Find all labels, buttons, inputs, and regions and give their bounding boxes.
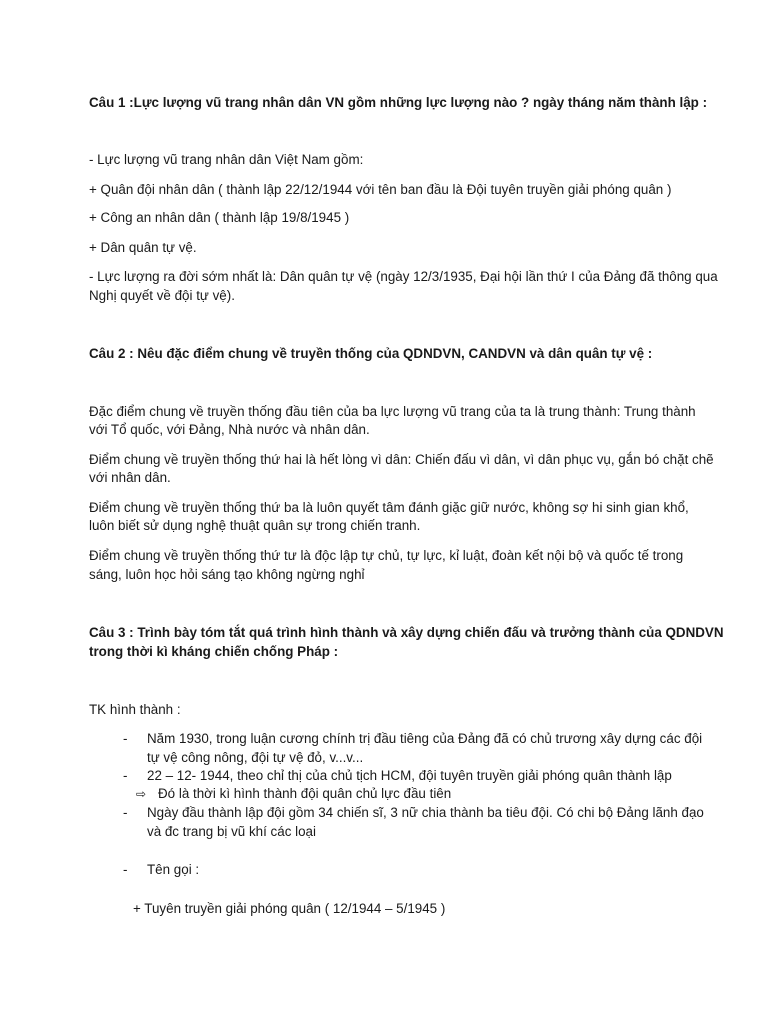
q1-line-2: + Quân đội nhân dân ( thành lập 22/12/1944 với tên ban đầu là Đội tuyên truyền giải phóng quân ): [89, 182, 672, 197]
q3-item-arrow: Đó là thời kì hình thành đội quân chủ lực đầu tiên: [158, 786, 452, 801]
q2-line-8: sáng, luôn học hỏi sáng tạo không ngừng nghỉ: [89, 567, 365, 582]
q1-line-5: - Lực lượng ra đời sớm nhất là: Dân quân tự vệ (ngày 12/3/1935, Đại hội lần thứ I của Đảng đã thông qua: [89, 269, 718, 284]
q1-heading: Câu 1 :Lực lượng vũ trang nhân dân VN gồm những lực lượng nào ? ngày tháng năm thành lập :: [89, 95, 708, 110]
q3-item-3: Ngày đầu thành lập đội gồm 34 chiến sĩ, 3 nữ chia thành ba tiêu đội. Có chi bộ Đảng lãnh đạo: [147, 805, 704, 820]
q2-line-6: luôn biết sử dụng nghệ thuật quân sự trong chiến tranh.: [89, 518, 421, 533]
q2-line-3: Điểm chung về truyền thống thứ hai là hết lòng vì dân: Chiến đấu vì dân, vì dân phục vụ, gắn bó chặt chẽ: [89, 452, 714, 467]
q1-line-3: + Công an nhân dân ( thành lập 19/8/1945 ): [89, 210, 350, 225]
q2-heading: Câu 2 : Nêu đặc điểm chung về truyền thống của QDNDVN, CANDVN và dân quân tự vệ :: [89, 346, 653, 361]
q1-line-1: - Lực lượng vũ trang nhân dân Việt Nam gồm:: [89, 152, 364, 167]
list-dash-1: -: [123, 731, 128, 746]
q3-item-1: Năm 1930, trong luận cương chính trị đầu tiêng của Đảng đã có chủ trương xây dựng các đội: [147, 731, 703, 746]
q2-line-7: Điểm chung về truyền thống thứ tư là độc lập tự chủ, tự lực, kỉ luật, đoàn kết nội bộ và quốc tế trong: [89, 548, 684, 563]
q3-heading-line-1: Câu 3 : Trình bày tóm tắt quá trình hình thành và xây dựng chiến đấu và trưởng thành của QDNDVN: [89, 625, 724, 640]
q3-item-5: + Tuyên truyền giải phóng quân ( 12/1944 – 5/1945 ): [133, 901, 446, 916]
q1-line-6: Nghị quyết về đội tự vệ).: [89, 288, 235, 303]
q3-item-3-cont: và đc trang bị vũ khí các loại: [147, 824, 316, 839]
q3-item-2: 22 – 12- 1944, theo chỉ thị của chủ tịch HCM, đội tuyên truyền giải phóng quân thành lập: [147, 768, 672, 783]
list-dash-3: -: [123, 805, 128, 820]
q3-item-1-cont: tự vệ công nông, đội tự vệ đỏ, v...v...: [147, 750, 364, 765]
q2-line-5: Điểm chung về truyền thống thứ ba là luôn quyết tâm đánh giặc giữ nước, không sợ hi sinh gian khổ,: [89, 500, 689, 515]
q2-line-4: với nhân dân.: [89, 470, 171, 485]
arrow-right-icon: ⇨: [136, 787, 147, 801]
q2-line-2: với Tổ quốc, với Đảng, Nhà nước và nhân dân.: [89, 422, 370, 437]
q3-heading-line-2: trong thời kì kháng chiến chống Pháp :: [89, 644, 339, 659]
q3-subheading: TK hình thành :: [89, 702, 181, 717]
q1-line-4: + Dân quân tự vệ.: [89, 240, 197, 255]
list-dash-4: -: [123, 862, 128, 877]
q2-line-1: Đặc điểm chung về truyền thống đầu tiên của ba lực lượng vũ trang của ta là trung thành: Trung thành: [89, 404, 696, 419]
q3-item-4: Tên gọi :: [147, 862, 200, 877]
list-dash-2: -: [123, 768, 128, 783]
